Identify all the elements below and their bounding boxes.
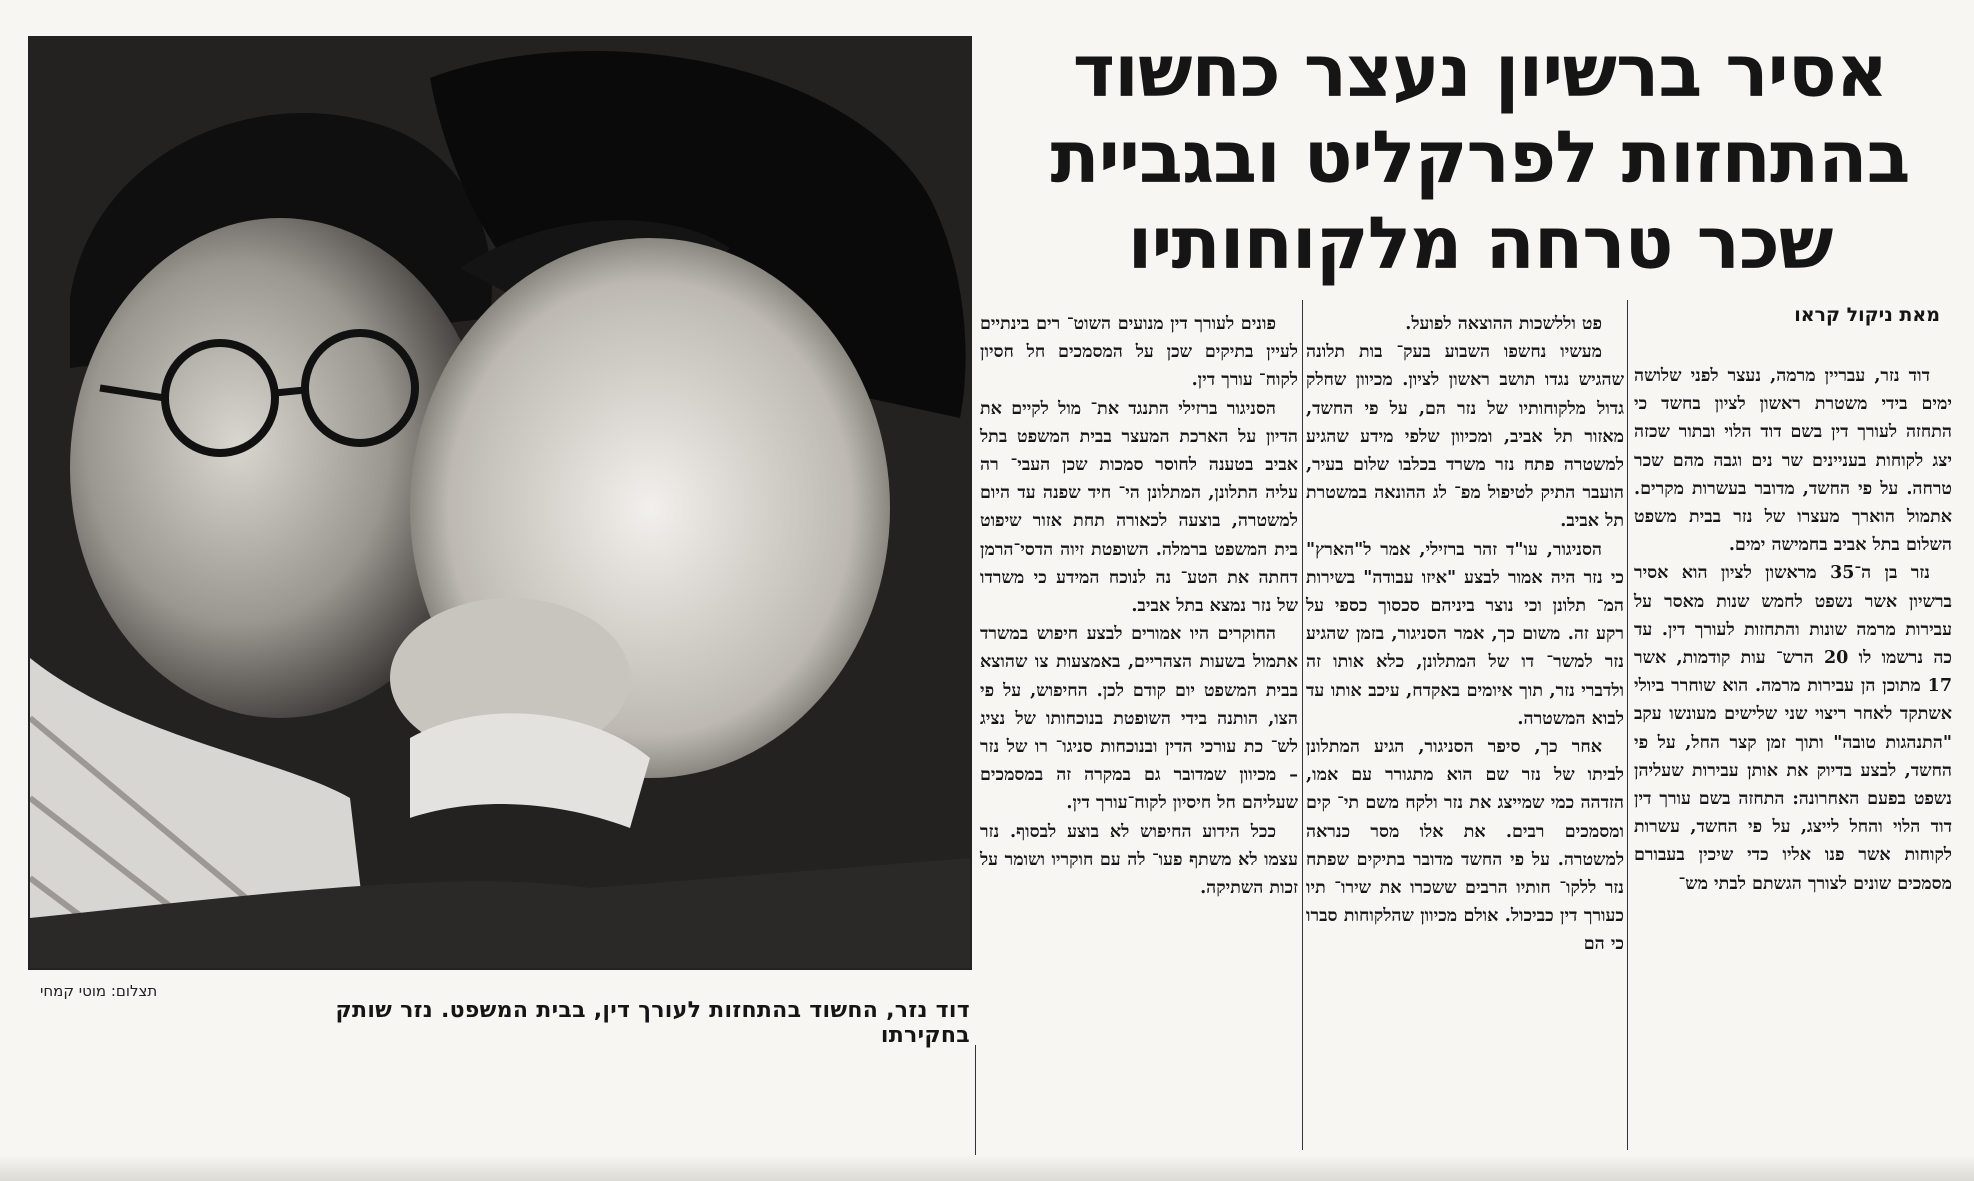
column-rule [1302, 300, 1303, 1150]
headline-line-2: בהתחזות לפרקליט ובגביית [1050, 115, 1910, 199]
paragraph: הסניגור, עו"ד זהר ברזילי, אמר ל"הארץ" כי נזר היה אמור לבצע "איזו עבודה" בשירות המ־ תלונן וכי נוצר ביניהם סכסוך כספי על רקע זה. משום כך, אמר הסניגור, בזמן שהגיע נזר למשר־ דו של המתלונן, כלא אותו זה ולדברי נזר, תוך איומים באקדח, עיכב אותו עד לבוא המשטרה. [1306, 539, 1624, 729]
photo-credit: תצלום: מוטי קמחי [40, 982, 158, 1000]
paragraph: החוקרים היו אמורים לבצע חיפוש במשרד אתמול בשעות הצהריים, באמצעות צו שהוצא בבית המשפט יום קודם לכן. החיפוש, על פי הצו, הותנה בידי השופטת בנוכחותו של נציג לש־ כת עורכי הדין ובנוכחות סניגו־ רו של נזר – מכיוון שמדובר גם במקרה זה במסמכים שעליהם חל חיסיון לקוח־עורך דין. [980, 624, 1298, 814]
photo-caption: דוד נזר, החשוד בהתחזות לעורך דין, בבית המשפט. נזר שותק בחקירתו [335, 998, 970, 1048]
article-column-3 [980, 310, 1298, 902]
headline-line-3: שכר טרחה מלקוחותיו [1127, 201, 1833, 285]
headline [1010, 28, 1950, 286]
photo-illustration [30, 38, 970, 968]
column-rule [1627, 300, 1628, 1150]
paragraph: פונים לעורך דין מנועים השוט־ רים בינתיים לעיין בתיקים שכן על המסמכים חל חסיון לקוח־ עורך דין. [980, 314, 1298, 391]
news-photo [28, 36, 972, 970]
paragraph: ככל הידוע החיפוש לא בוצע לבסוף. נזר עצמו לא משתף פעו־ לה עם חוקריו ושומר על זכות השתיקה. [980, 821, 1298, 899]
paragraph: מעשיו נחשפו השבוע בעק־ בות תלונה שהגיש נגדו תושב ראשון לציון. מכיוון שחלק גדול מלקוחותיו של נזר הם, על פי החשד, מאזור תל אביב, ומכיוון שלפי מידע שהגיע למשטרה פתח נזר משרד בכלבו שלום בעיר, הועבר התיק לטיפול מפ־ לג ההונאה במשטרת תל אביב. [1306, 342, 1624, 532]
paragraph: אחר כך, סיפר הסניגור, הגיע המתלונן לביתו של נזר שם הוא מתגורר עם אמו, הזדהה כמי שמייצג את נזר ולקח משם תי־ קים ומסמכים רבים. את אלו מסר כנראה למשטרה. על פי החשד מדובר בתיקים שפתח נזר ללקו־ חותיו הרבים ששכרו את שירו־ תיו כעורך דין כביכול. אולם מכיוון שהלקוחות סברו כי הם [1306, 737, 1624, 955]
headline-line-1: אסיר ברשיון נעצר כחשוד [1072, 29, 1888, 113]
article-column-2 [1306, 310, 1624, 959]
paragraph: נזר בן ה־35 מראשון לציון הוא אסיר ברשיון אשר נשפט לחמש שנות מאסר על עבירות מרמה שונות והתחזות לעורך דין. עד כה נרשמו לו 20 הרש־ עות קודמות, אשר 17 מתוכן הן עבירות מרמה. הוא שוחרר ביולי אשתקד לאחר ריצוי שני שלישים מעונשו עקב "התנהגות טובה" ותוך זמן קצר החל, על פי החשד, לבצע בדיוק את אותן עבירות שעליהן נשפט בפעם האחרונה: התחזה בשם עורך דין דוד הלוי והחל לייצג, על פי החשד, עשרות לקוחות אשר פנו אליו כדי שיכין בעבורם מסמכים שונים לצורך הגשתם לבתי מש־ [1634, 563, 1952, 894]
paragraph: דוד נזר, עבריין מרמה, נעצר לפני שלושה ימים בידי משטרת ראשון לציון בחשד כי התחזה לעורך דין בשם דוד הלוי ובתור שכזה יצג לקוחות בעניינים שר נים וגבה מהם שכר טרחה. על פי החשד, מדובר בעשרות מקרים. אתמול הוארך מעצרו של נזר בבית משפט השלום בתל אביב בחמישה ימים. [1634, 366, 1952, 556]
paragraph: פט וללשכות ההוצאה לפועל. [1405, 314, 1602, 334]
article-column-1 [1634, 362, 1952, 898]
paragraph: הסניגור ברזילי התנגד את־ מול לקיים את הדיון על הארכת המעצר בבית המשפט בתל אביב בטענה לחוסר סמכות שכן העבי־ רה עליה התלונן, המתלונן הי־ חיד שפנה עד היום למשטרה, בוצעה לכאורה תחת אזור שיפוט בית המשפט ברמלה. השופטת זיוה הדסי־הרמן דחתה את הטע־ נה לנוכח המידע כי משרדו של נזר נמצא בתל אביב. [980, 398, 1298, 617]
byline: מאת ניקול קראו [1794, 304, 1940, 326]
caption-divider [975, 1045, 976, 1155]
paper-edge [0, 1155, 1974, 1181]
